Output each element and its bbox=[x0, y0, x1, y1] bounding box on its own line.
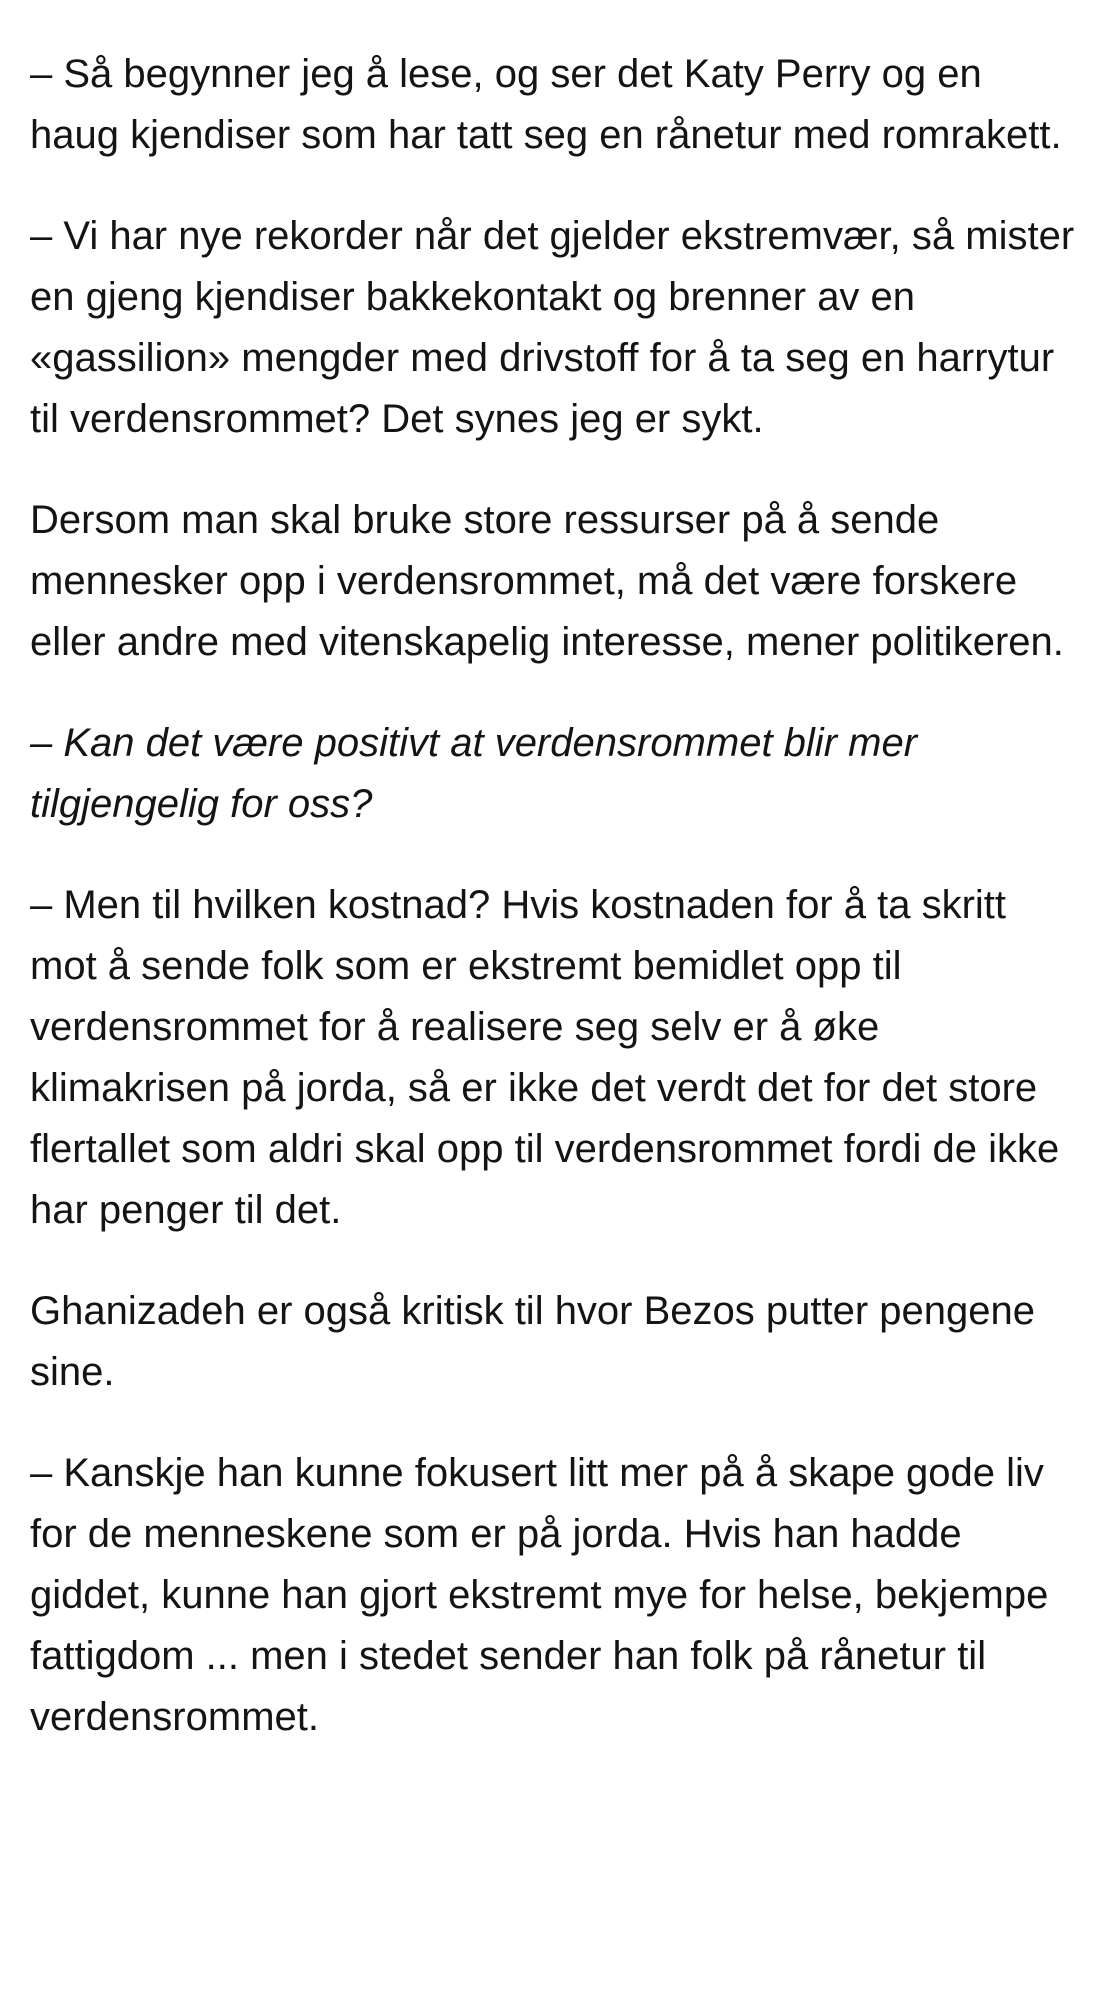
article-paragraph-quote-2: – Vi har nye rekorder når det gjelder ekstremvær, så mister en gjeng kjendiser bakkekontakt og brenner av en «gassilion» mengder med drivstoff for å ta seg en harrytur til verdensrommet? Det synes jeg er sykt. bbox=[30, 214, 1075, 441]
article-paragraph-narration-1: Dersom man skal bruke store ressurser på å sende mennesker opp i verdensrommet, må det være forskere eller andre med vitenskapelig interesse, mener politikeren. bbox=[30, 498, 1064, 664]
article-paragraph-quote-3: – Men til hvilken kostnad? Hvis kostnaden for å ta skritt mot å sende folk som er ekstremt bemidlet opp til verdensrommet for å realisere seg selv er å øke klimakrisen på jorda, så er ikke det verdt det for det store flertallet som aldri skal opp til verdensrommet fordi de ikke har penger til det. bbox=[30, 883, 1060, 1232]
article-paragraph-interview-question: – Kan det være positivt at verdensrommet blir mer tilgjengelig for oss? bbox=[30, 721, 918, 826]
article-paragraph-quote-1: – Så begynner jeg å lese, og ser det Katy Perry og en haug kjendiser som har tatt seg en rånetur med romrakett. bbox=[30, 52, 1062, 157]
article-paragraph-quote-4: – Kanskje han kunne fokusert litt mer på å skape gode liv for de menneskene som er på jorda. Hvis han hadde giddet, kunne han gjort ekstremt mye for helse, bekjempe fattigdom ... men i stedet sender han folk på rånetur til verdensrommet. bbox=[30, 1451, 1049, 1739]
article-paragraph-narration-2: Ghanizadeh er også kritisk til hvor Bezos putter pengene sine. bbox=[30, 1289, 1036, 1394]
